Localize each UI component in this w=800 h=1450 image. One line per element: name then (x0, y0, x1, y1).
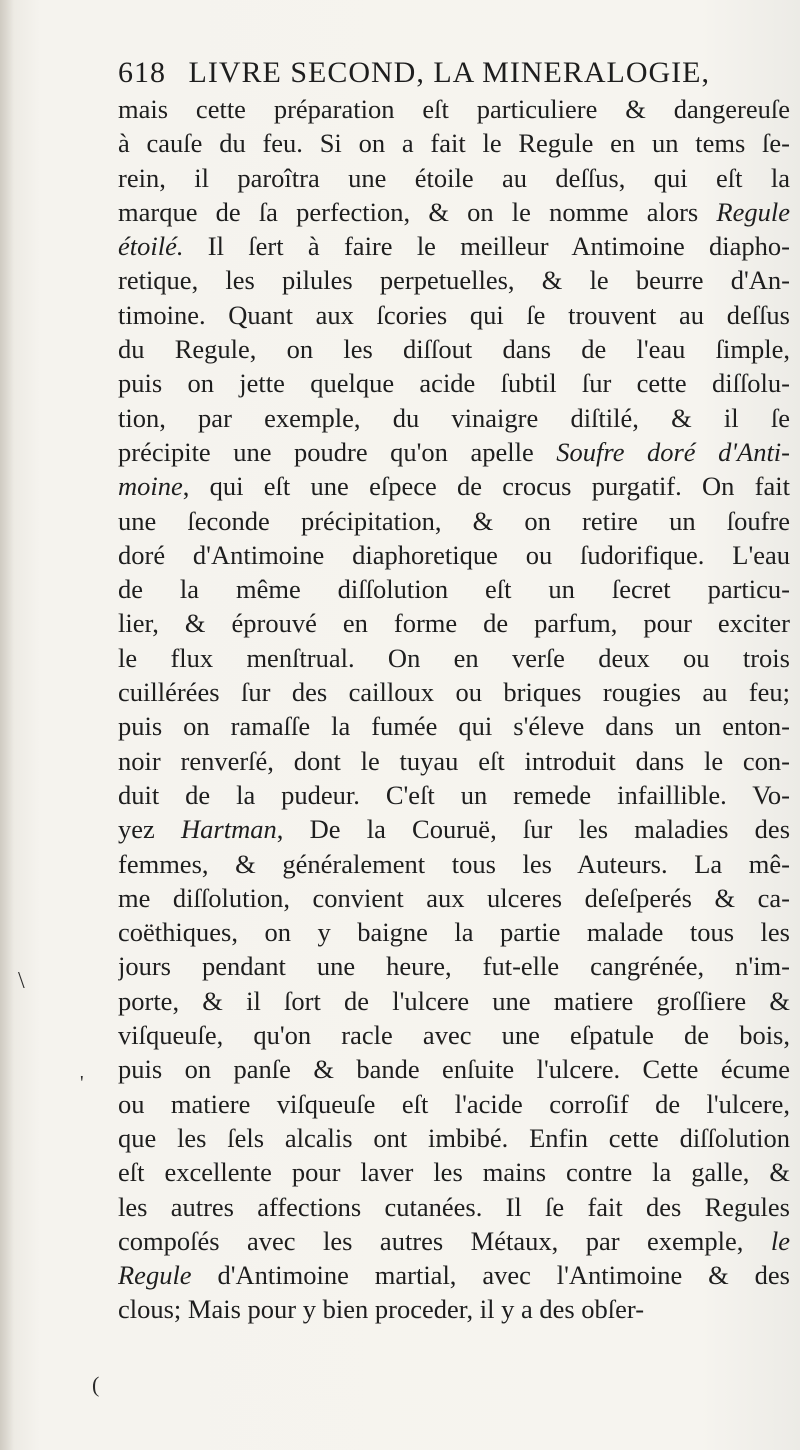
text-run: jours pendant une heure, fut-elle cangrénée, n'im- (118, 951, 790, 982)
text-line (118, 1121, 790, 1155)
text-run: une ſeconde précipitation, & on retire un ſoufre (118, 505, 790, 536)
italic-text: Regule (716, 196, 790, 227)
italic-text: moine (118, 471, 183, 502)
text-line (118, 126, 790, 160)
italic-text: Soufre doré d'Anti- (556, 436, 790, 467)
italic-text: Hartman (181, 814, 277, 845)
text-line (118, 1190, 790, 1224)
text-run: clous; Mais pour y bien proceder, il y a des obſer- (118, 1294, 645, 1325)
text-line (118, 881, 790, 915)
margin-mark: ' (80, 1072, 84, 1094)
margin-mark: ( (92, 1372, 100, 1397)
text-run: tion, par exemple, du vinaigre diſtilé, & il ſe (118, 402, 790, 433)
text-line (118, 1155, 790, 1189)
text-run: que les ſels alcalis ont imbibé. Enfin cette diſſolution (118, 1122, 790, 1153)
text-line (118, 744, 790, 778)
text-run: porte, & il ſort de l'ulcere une matiere groſſiere & (118, 985, 790, 1016)
text-line (118, 709, 790, 743)
text-line (118, 847, 790, 881)
text-run: mais cette préparation eſt particuliere & dangereuſe (118, 94, 790, 124)
text-run: timoine. Quant aux ſcories qui ſe trouvent au deſſus (118, 299, 790, 330)
text-line (118, 92, 790, 126)
text-line (118, 1018, 790, 1052)
text-line (118, 366, 790, 400)
text-run: coëthiques, on y baigne la partie malade tous les (118, 917, 790, 948)
text-line (118, 469, 790, 503)
text-run: compoſés avec les autres Métaux, par exemple, (118, 1225, 771, 1256)
text-line (118, 1258, 790, 1292)
text-run: femmes, & généralement tous les Auteurs. La mê- (118, 848, 790, 879)
text-line (118, 1087, 790, 1121)
text-run: à cauſe du feu. Si on a fait le Regule en un tems ſe- (118, 128, 790, 159)
text-run: marque de ſa perfection, & on le nomme alors (118, 196, 717, 227)
text-run: puis on ramaſſe la fumée qui s'éleve dans un enton- (118, 711, 790, 742)
margin-mark: \ (18, 968, 25, 994)
text-run: retique, les pilules perpetuelles, & le beurre d'An- (118, 265, 790, 296)
text-run: doré d'Antimoine diaphoretique ou ſudorifique. L'eau (118, 539, 790, 570)
text-line (118, 538, 790, 572)
text-run: lier, & éprouvé en forme de parfum, pour exciter (118, 608, 790, 639)
text-run: précipite une poudre qu'on apelle (118, 436, 557, 467)
text-run: viſqueuſe, qu'on racle avec une eſpatule de bois, (118, 1020, 790, 1051)
text-run: yez (118, 814, 182, 845)
text-line (118, 161, 790, 195)
text-run: , De la Couruë, ſur les maladies des (276, 814, 790, 845)
page-number: 618 (118, 56, 166, 89)
text-line (118, 332, 790, 366)
text-run: les autres affections cutanées. Il ſe fait des Regules (118, 1191, 790, 1222)
text-line (118, 263, 790, 297)
text-run: du Regule, on les diſſout dans de l'eau ſimple, (118, 334, 790, 365)
text-run: duit de la pudeur. C'eſt un remede infaillible. Vo- (118, 779, 790, 810)
text-line (118, 1224, 790, 1258)
italic-text: étoilé. (118, 231, 184, 262)
text-run: puis on jette quelque acide ſubtil ſur cette diſſolu- (118, 368, 790, 399)
text-line (118, 984, 790, 1018)
text-run: le flux menſtrual. On en verſe deux ou trois (118, 642, 790, 673)
text-line (118, 949, 790, 983)
text-run: , qui eſt une eſpece de crocus purgatif. On fait (182, 471, 790, 502)
text-run: me diſſolution, convient aux ulceres deſeſperés & ca- (118, 882, 790, 913)
text-line (118, 504, 790, 538)
page-gutter-shadow (0, 0, 14, 1450)
text-line (118, 298, 790, 332)
text-line (118, 1052, 790, 1086)
text-run: ou matiere viſqueuſe eſt l'acide corroſif de l'ulcere, (118, 1088, 790, 1119)
text-run: de la même diſſolution eſt un ſecret particu- (118, 574, 790, 605)
text-line (118, 641, 790, 675)
text-line (118, 606, 790, 640)
text-line (118, 572, 790, 606)
text-line (118, 435, 790, 469)
text-line (118, 229, 790, 263)
text-run: cuillérées ſur des cailloux ou briques rougies au feu; (118, 677, 790, 708)
text-line (118, 675, 790, 709)
text-line (118, 1292, 790, 1326)
text-line (118, 915, 790, 949)
text-line (118, 195, 790, 229)
running-header (118, 56, 798, 96)
text-line (118, 778, 790, 812)
text-run: eſt excellente pour laver les mains contre la galle, & (118, 1157, 790, 1188)
italic-text: Regule (118, 1260, 192, 1291)
text-run: noir renverſé, dont le tuyau eſt introduit dans le con- (118, 745, 790, 776)
text-line (118, 401, 790, 435)
text-run: rein, il paroîtra une étoile au deſſus, qui eſt la (118, 162, 790, 193)
text-line (118, 812, 790, 846)
running-title: LIVRE SECOND, LA MINERALOGIE, (188, 56, 710, 89)
italic-text: le (770, 1225, 790, 1256)
body-text (118, 92, 790, 1327)
text-run: Il ſert à faire le meilleur Antimoine diapho- (183, 231, 790, 262)
text-run: puis on panſe & bande enſuite l'ulcere. Cette écume (118, 1054, 790, 1085)
text-run: d'Antimoine martial, avec l'Antimoine & des (191, 1260, 790, 1291)
